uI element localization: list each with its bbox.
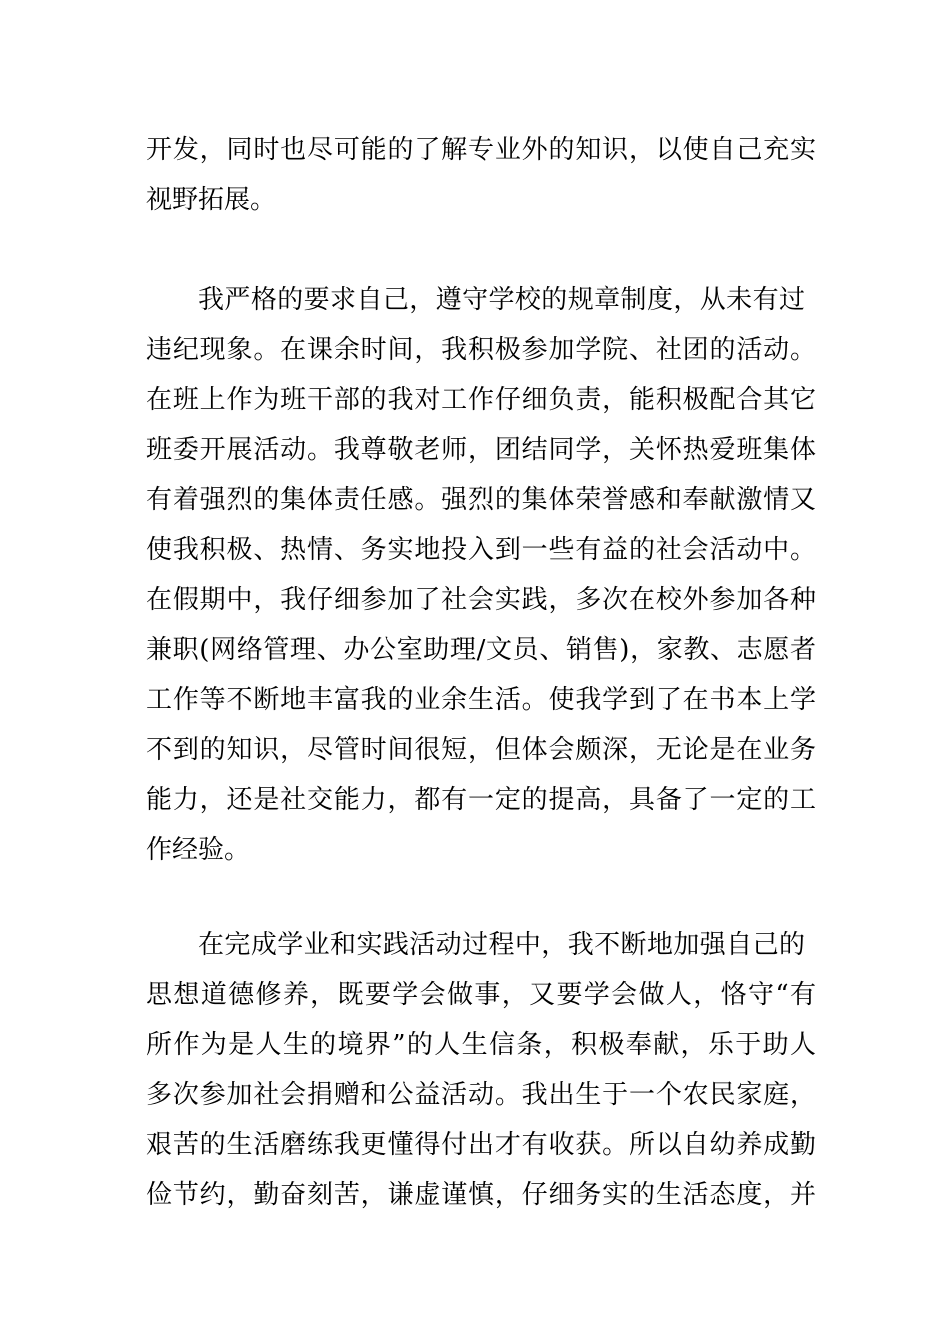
text-line: 视野拓展。	[146, 185, 277, 215]
text-line: 有着强烈的集体责任感。强烈的集体荣誉感和奉献激情又	[146, 485, 816, 515]
text-line: 在班上作为班干部的我对工作仔细负责，能积极配合其它	[146, 385, 816, 415]
text-line: 在完成学业和实践活动过程中，我不断地加强自己的	[198, 930, 805, 960]
text-line: 思想道德修养，既要学会做事，又要学会做人，恪守“有	[146, 980, 816, 1010]
text-line: 所作为是人生的境界”的人生信条，积极奉献，乐于助人	[146, 1030, 816, 1060]
text-line: 违纪现象。在课余时间，我积极参加学院、社团的活动。	[146, 335, 816, 365]
text-line: 艰苦的生活磨练我更懂得付出才有收获。所以自幼养成勤	[146, 1130, 816, 1160]
text-line: 能力，还是社交能力，都有一定的提高，具备了一定的工	[146, 785, 816, 815]
text-line: 我严格的要求自己，遵守学校的规章制度，从未有过	[198, 285, 805, 315]
text-line: 多次参加社会捐赠和公益活动。我出生于一个农民家庭，	[146, 1080, 816, 1110]
text-line: 俭节约，勤奋刻苦，谦虚谨慎，仔细务实的生活态度，并	[146, 1180, 816, 1210]
text-line: 不到的知识，尽管时间很短，但体会颇深，无论是在业务	[146, 735, 816, 765]
text-line: 使我积极、热情、务实地投入到一些有益的社会活动中。	[146, 535, 816, 565]
text-line: 作经验。	[146, 835, 251, 865]
text-line: 开发，同时也尽可能的了解专业外的知识，以使自己充实	[146, 135, 816, 165]
text-line: 工作等不断地丰富我的业余生活。使我学到了在书本上学	[146, 685, 816, 715]
text-line: 班委开展活动。我尊敬老师，团结同学，关怀热爱班集体	[146, 435, 816, 465]
text-line: 兼职(网络管理、办公室助理/文员、销售)，家教、志愿者	[146, 635, 816, 665]
text-line: 在假期中，我仔细参加了社会实践，多次在校外参加各种	[146, 585, 816, 615]
